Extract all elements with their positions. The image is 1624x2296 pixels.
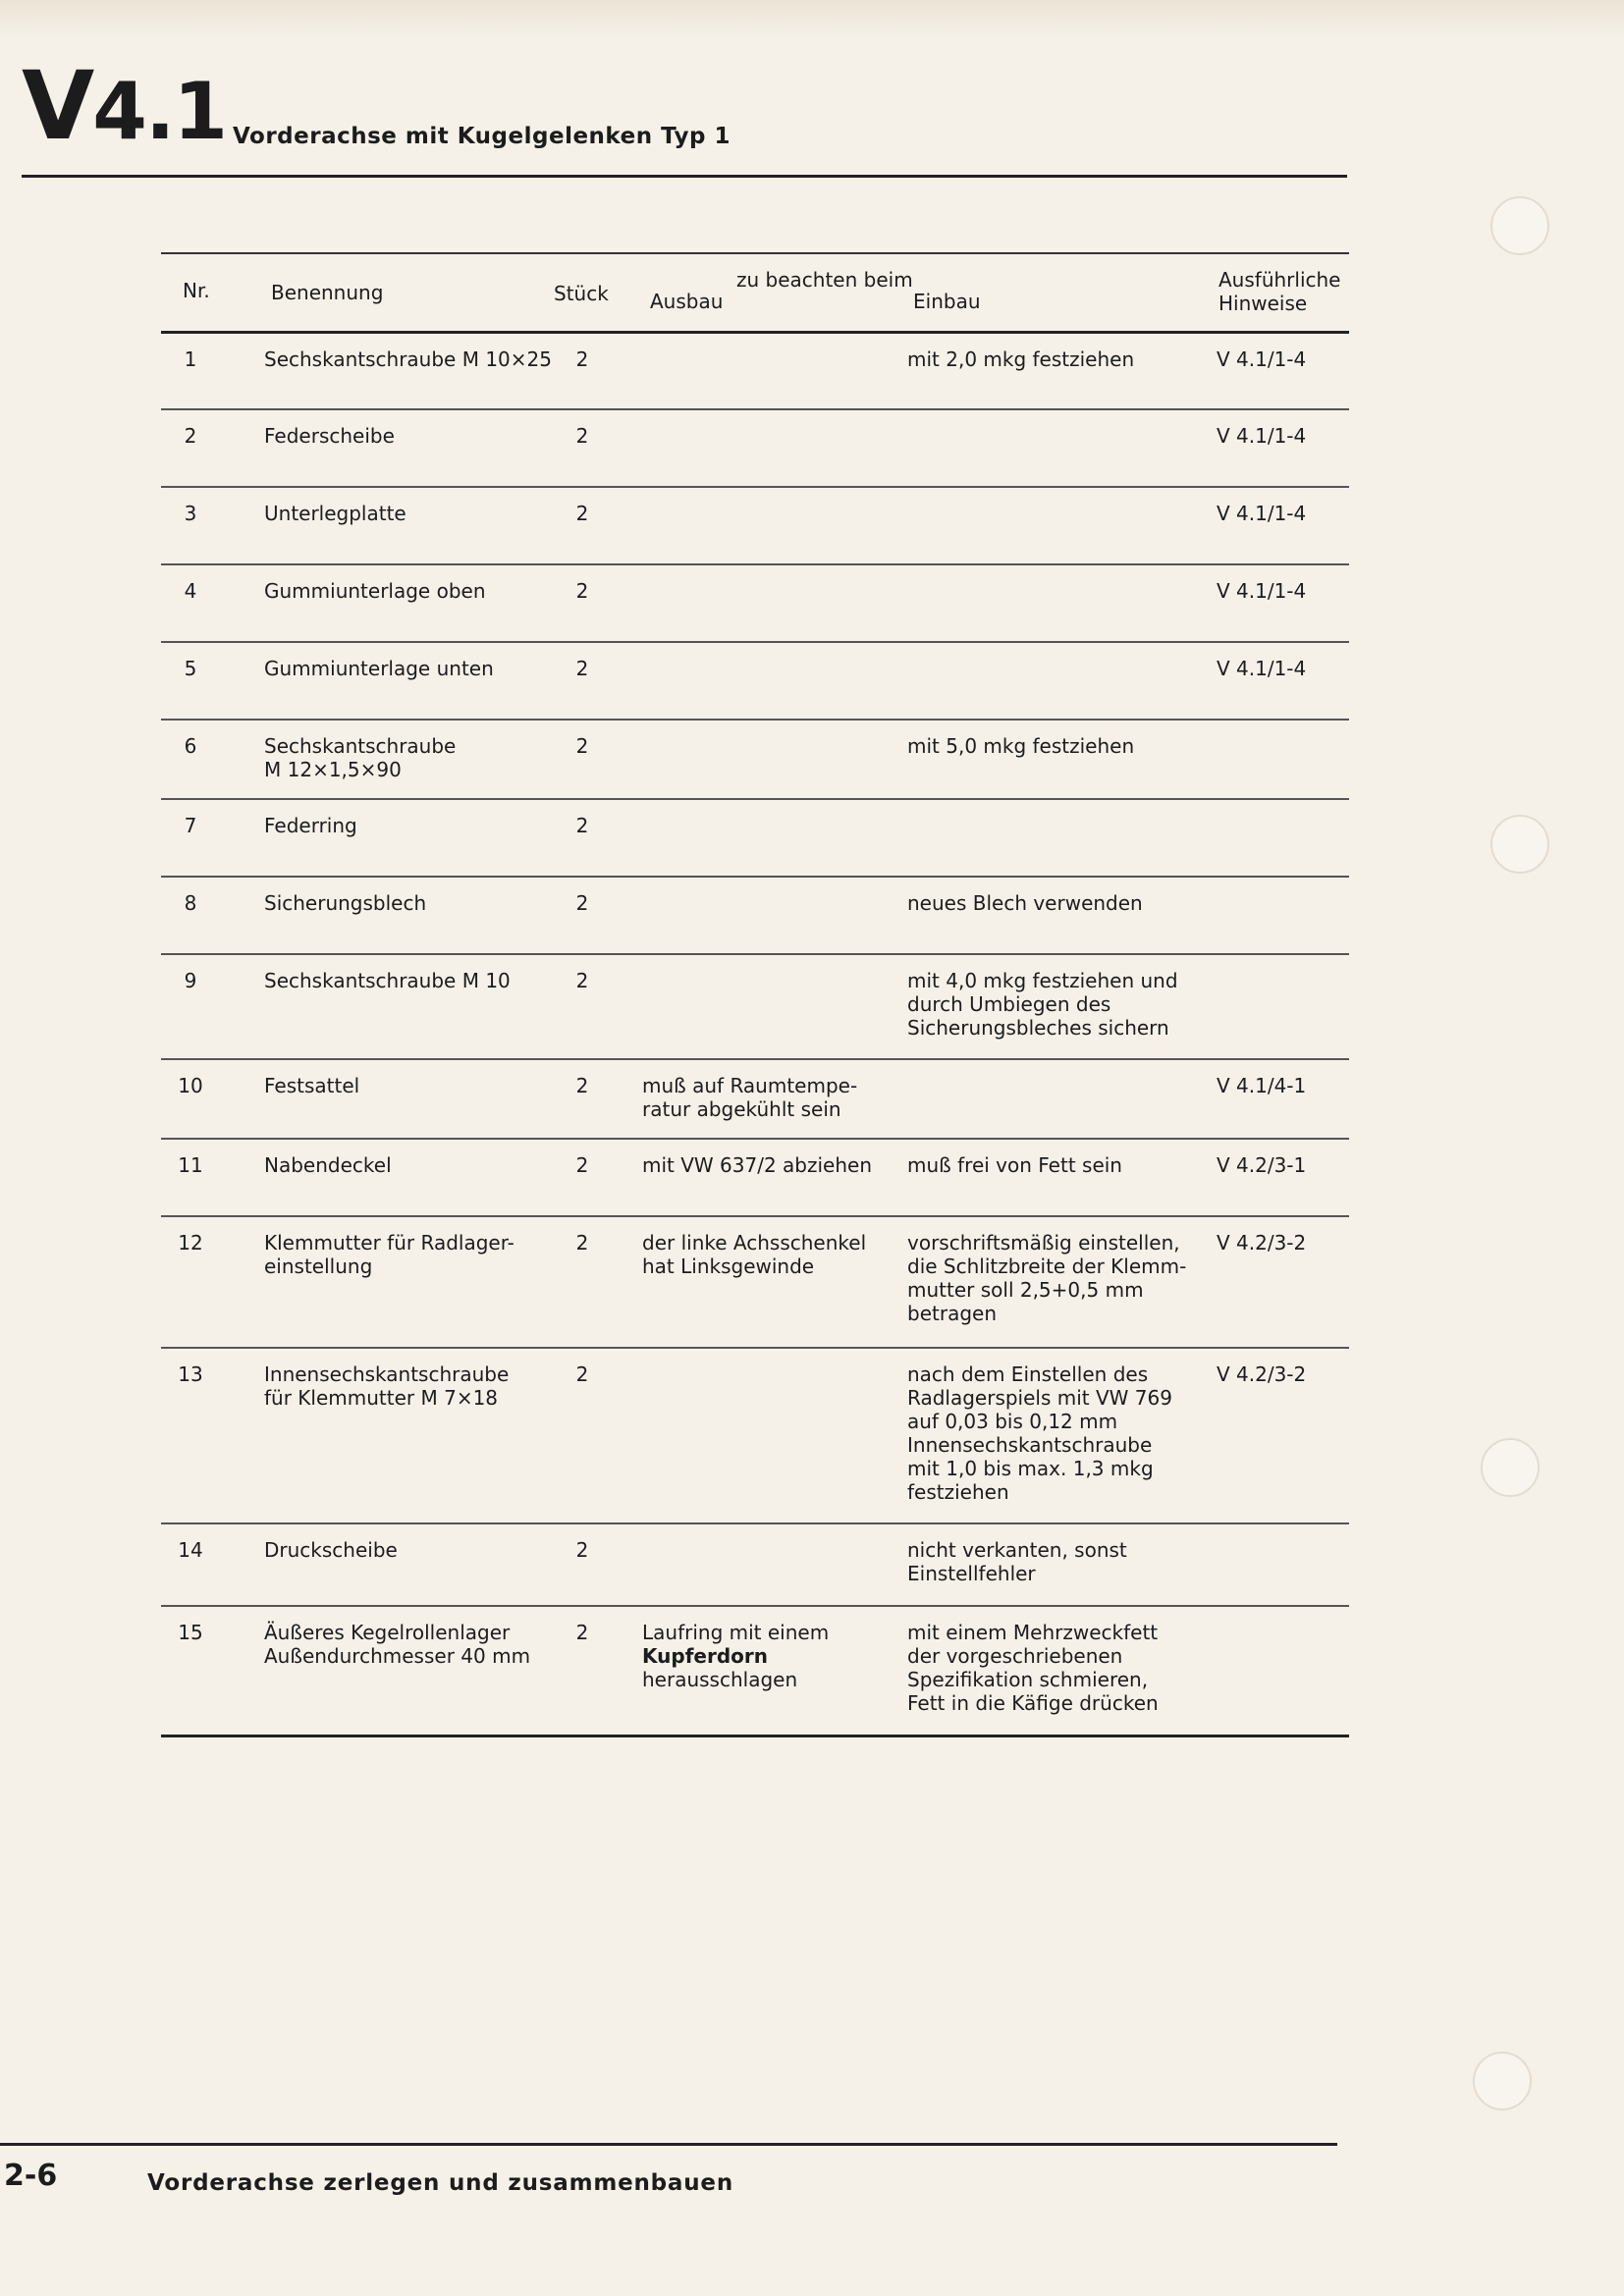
row-qty: 2 <box>575 814 589 837</box>
row-qty: 2 <box>575 891 589 915</box>
row-qty: 2 <box>575 424 589 448</box>
column-header-nr: Nr. <box>183 279 210 302</box>
table-row <box>161 565 1349 643</box>
row-ref: V 4.1/1-4 <box>1217 657 1307 680</box>
row-ausbau: muß auf Raumtempe- ratur abgekühlt sein <box>642 1074 858 1121</box>
column-header-ausbau: Ausbau <box>650 290 724 313</box>
row-name: Äußeres Kegelrollenlager Außendurchmesser 40 mm <box>264 1621 531 1668</box>
punch-hole <box>1481 1438 1540 1497</box>
row-qty: 2 <box>575 347 589 371</box>
row-nr: 1 <box>184 347 197 371</box>
section-letter: V <box>22 51 93 161</box>
page-number: 2-6 <box>4 2159 58 2193</box>
footer-rule <box>0 2143 1337 2146</box>
table-row <box>161 1607 1349 1735</box>
row-name: Sicherungsblech <box>264 891 427 915</box>
row-qty: 2 <box>575 1231 589 1255</box>
row-qty: 2 <box>575 1538 589 1562</box>
row-einbau: nach dem Einstellen des Radlagerspiels mit VW 769 auf 0,03 bis 0,12 mm Innensechskantschraube mit 1,0 bis max. 1,3 mkg festziehen <box>907 1362 1172 1504</box>
punch-hole <box>1473 2052 1532 2110</box>
row-nr: 4 <box>184 579 197 603</box>
row-ref: V 4.1/1-4 <box>1217 424 1307 448</box>
row-qty: 2 <box>575 1153 589 1177</box>
row-ausbau: mit VW 637/2 abziehen <box>642 1153 873 1177</box>
table-row <box>161 1217 1349 1349</box>
row-ref: V 4.2/3-1 <box>1217 1153 1307 1177</box>
row-qty: 2 <box>575 502 589 525</box>
row-ref: V 4.2/3-2 <box>1217 1362 1307 1386</box>
row-nr: 6 <box>184 734 197 758</box>
row-name: Gummiunterlage unten <box>264 657 494 680</box>
row-nr: 2 <box>184 424 197 448</box>
row-name: Federring <box>264 814 357 837</box>
row-nr: 5 <box>184 657 197 680</box>
table-row <box>161 643 1349 721</box>
row-ref: V 4.1/1-4 <box>1217 347 1307 371</box>
table-row <box>161 410 1349 488</box>
table-row <box>161 721 1349 800</box>
table-row <box>161 1524 1349 1607</box>
table-row <box>161 334 1349 410</box>
row-einbau: neues Blech verwenden <box>907 891 1143 915</box>
row-name: Klemmutter für Radlager- einstellung <box>264 1231 514 1278</box>
row-nr: 15 <box>178 1621 203 1644</box>
row-ref: V 4.1/1-4 <box>1217 502 1307 525</box>
column-header-name: Benennung <box>271 281 384 304</box>
page-title: Vorderachse mit Kugelgelenken Typ 1 <box>233 124 731 149</box>
table-row <box>161 1060 1349 1140</box>
row-einbau: mit einem Mehrzweckfett der vorgeschriebenen Spezifikation schmieren, Fett in die Käfige drücken <box>907 1621 1159 1715</box>
column-header-qty: Stück <box>554 282 609 305</box>
row-einbau: vorschriftsmäßig einstellen, die Schlitzbreite der Klemm- mutter soll 2,5+0,5 mm betragen <box>907 1231 1187 1325</box>
row-qty: 2 <box>575 1621 589 1644</box>
punch-hole <box>1490 196 1549 255</box>
table-row <box>161 800 1349 878</box>
row-name: Sechskantschraube M 10 <box>264 969 511 992</box>
row-einbau: mit 5,0 mkg festziehen <box>907 734 1135 758</box>
table-header <box>161 254 1349 331</box>
row-name: Festsattel <box>264 1074 360 1097</box>
row-name: Federscheibe <box>264 424 395 448</box>
row-ref: V 4.1/4-1 <box>1217 1074 1307 1097</box>
row-name: Nabendeckel <box>264 1153 392 1177</box>
row-nr: 13 <box>178 1362 203 1386</box>
row-nr: 3 <box>184 502 197 525</box>
row-name: Druckscheibe <box>264 1538 398 1562</box>
ausbau-tool-name: Kupferdorn <box>642 1644 768 1668</box>
ausbau-line: Laufring mit einem <box>642 1621 830 1644</box>
row-ref: V 4.1/1-4 <box>1217 579 1307 603</box>
table-row <box>161 1349 1349 1524</box>
page-edge-shadow <box>0 0 1624 39</box>
row-nr: 10 <box>178 1074 203 1097</box>
column-header-group: zu beachten beim <box>736 268 913 292</box>
row-name: Gummiunterlage oben <box>264 579 486 603</box>
column-header-einbau: Einbau <box>913 290 981 313</box>
table-row <box>161 955 1349 1060</box>
row-einbau: muß frei von Fett sein <box>907 1153 1122 1177</box>
table-row <box>161 878 1349 955</box>
row-ausbau <box>642 1621 897 1691</box>
row-nr: 8 <box>184 891 197 915</box>
header-rule <box>22 175 1347 178</box>
row-nr: 14 <box>178 1538 203 1562</box>
table-body <box>161 334 1349 1735</box>
row-name: Sechskantschraube M 12×1,5×90 <box>264 734 457 781</box>
table-row <box>161 1140 1349 1217</box>
row-name: Sechskantschraube M 10×25 <box>264 347 552 371</box>
row-qty: 2 <box>575 1074 589 1097</box>
row-name: Unterlegplatte <box>264 502 406 525</box>
row-nr: 7 <box>184 814 197 837</box>
section-code <box>22 51 227 161</box>
row-qty: 2 <box>575 579 589 603</box>
row-ausbau: der linke Achsschenkel hat Linksgewinde <box>642 1231 867 1278</box>
row-qty: 2 <box>575 969 589 992</box>
column-header-ref: Ausführliche Hinweise <box>1218 268 1341 315</box>
parts-table <box>161 252 1349 1737</box>
row-name: Innensechskantschraube für Klemmutter M 7×18 <box>264 1362 510 1410</box>
section-number: 4.1 <box>92 66 227 157</box>
row-qty: 2 <box>575 734 589 758</box>
row-nr: 9 <box>184 969 197 992</box>
row-einbau: mit 4,0 mkg festziehen und durch Umbiegen des Sicherungsbleches sichern <box>907 969 1178 1040</box>
row-nr: 11 <box>178 1153 203 1177</box>
row-qty: 2 <box>575 657 589 680</box>
row-qty: 2 <box>575 1362 589 1386</box>
ausbau-line: herausschlagen <box>642 1668 798 1691</box>
row-einbau: nicht verkanten, sonst Einstellfehler <box>907 1538 1127 1585</box>
table-bottom-rule <box>161 1735 1349 1737</box>
page-header <box>22 51 1347 181</box>
row-nr: 12 <box>178 1231 203 1255</box>
footer-title: Vorderachse zerlegen und zusammenbauen <box>147 2170 733 2196</box>
table-row <box>161 488 1349 565</box>
punch-hole <box>1490 815 1549 874</box>
row-einbau: mit 2,0 mkg festziehen <box>907 347 1135 371</box>
page-footer <box>0 2135 1345 2214</box>
row-ref: V 4.2/3-2 <box>1217 1231 1307 1255</box>
